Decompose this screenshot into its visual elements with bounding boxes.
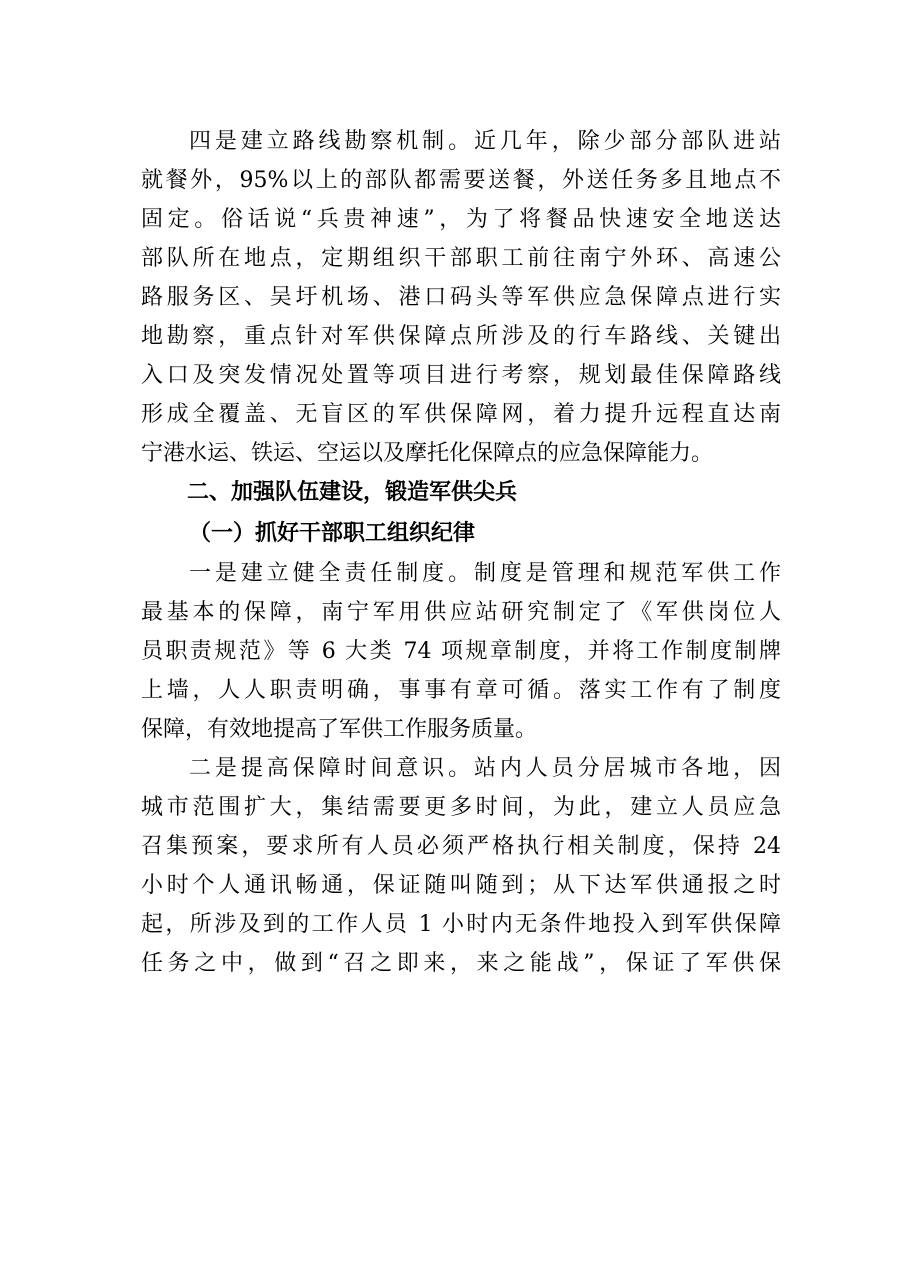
paragraph-line: 最基本的保障，南宁军用供应站研究制定了《军供岗位人	[141, 600, 781, 625]
paragraph-line: 员职责规范》等 6 大类 74 项规章制度，并将工作制度制牌	[141, 639, 781, 664]
paragraph-line: 地勘察，重点针对军供保障点所涉及的行车路线、关键出	[141, 324, 781, 349]
paragraph-line: 入口及突发情况处置等项目进行考察，规划最佳保障路线	[141, 363, 781, 388]
paragraph-line: 起，所涉及到的工作人员 1 小时内无条件地投入到军供保障	[141, 912, 781, 937]
paragraph-line: 路服务区、吴圩机场、港口码头等军供应急保障点进行实	[141, 285, 781, 310]
paragraph-line: 固定。俗话说“兵贵神速”，为了将餐品快速安全地送达	[141, 207, 781, 232]
paragraph-line: 保障，有效地提高了军供工作服务质量。	[141, 717, 538, 742]
paragraph-line: 二是提高保障时间意识。站内人员分居城市各地，因	[189, 756, 781, 781]
paragraph-line: 任务之中，做到“召之即来，来之能战”，保证了军供保	[141, 951, 781, 976]
section-heading: 二、加强队伍建设，锻造军供尖兵	[187, 480, 518, 505]
paragraph-line: 就餐外，95%以上的部队都需要送餐，外送任务多且地点不	[141, 168, 781, 193]
paragraph-line: 部队所在地点，定期组织干部职工前往南宁外环、高速公	[141, 246, 781, 271]
paragraph-time-awareness	[141, 749, 781, 983]
paragraph-line: 一是建立健全责任制度。制度是管理和规范军供工作	[189, 561, 781, 586]
paragraph-line: 上墙，人人职责明确，事事有章可循。落实工作有了制度	[141, 678, 781, 703]
paragraph-route-survey	[141, 122, 781, 473]
document-body	[141, 122, 781, 983]
subsection-heading: （一）抓好干部职工组织纪律	[189, 520, 476, 546]
paragraph-responsibility-system	[141, 554, 781, 749]
paragraph-line: 小时个人通讯畅通，保证随叫随到；从下达军供通报之时	[141, 873, 781, 898]
paragraph-line: 宁港水运、铁运、空运以及摩托化保障点的应急保障能力。	[141, 441, 714, 466]
paragraph-line: 城市范围扩大，集结需要更多时间，为此，建立人员应急	[141, 795, 781, 820]
paragraph-line: 四是建立路线勘察机制。近几年，除少部分部队进站	[189, 129, 781, 154]
paragraph-line: 召集预案，要求所有人员必须严格执行相关制度，保持 24	[141, 834, 781, 859]
paragraph-line: 形成全覆盖、无盲区的军供保障网，着力提升远程直达南	[141, 402, 781, 427]
